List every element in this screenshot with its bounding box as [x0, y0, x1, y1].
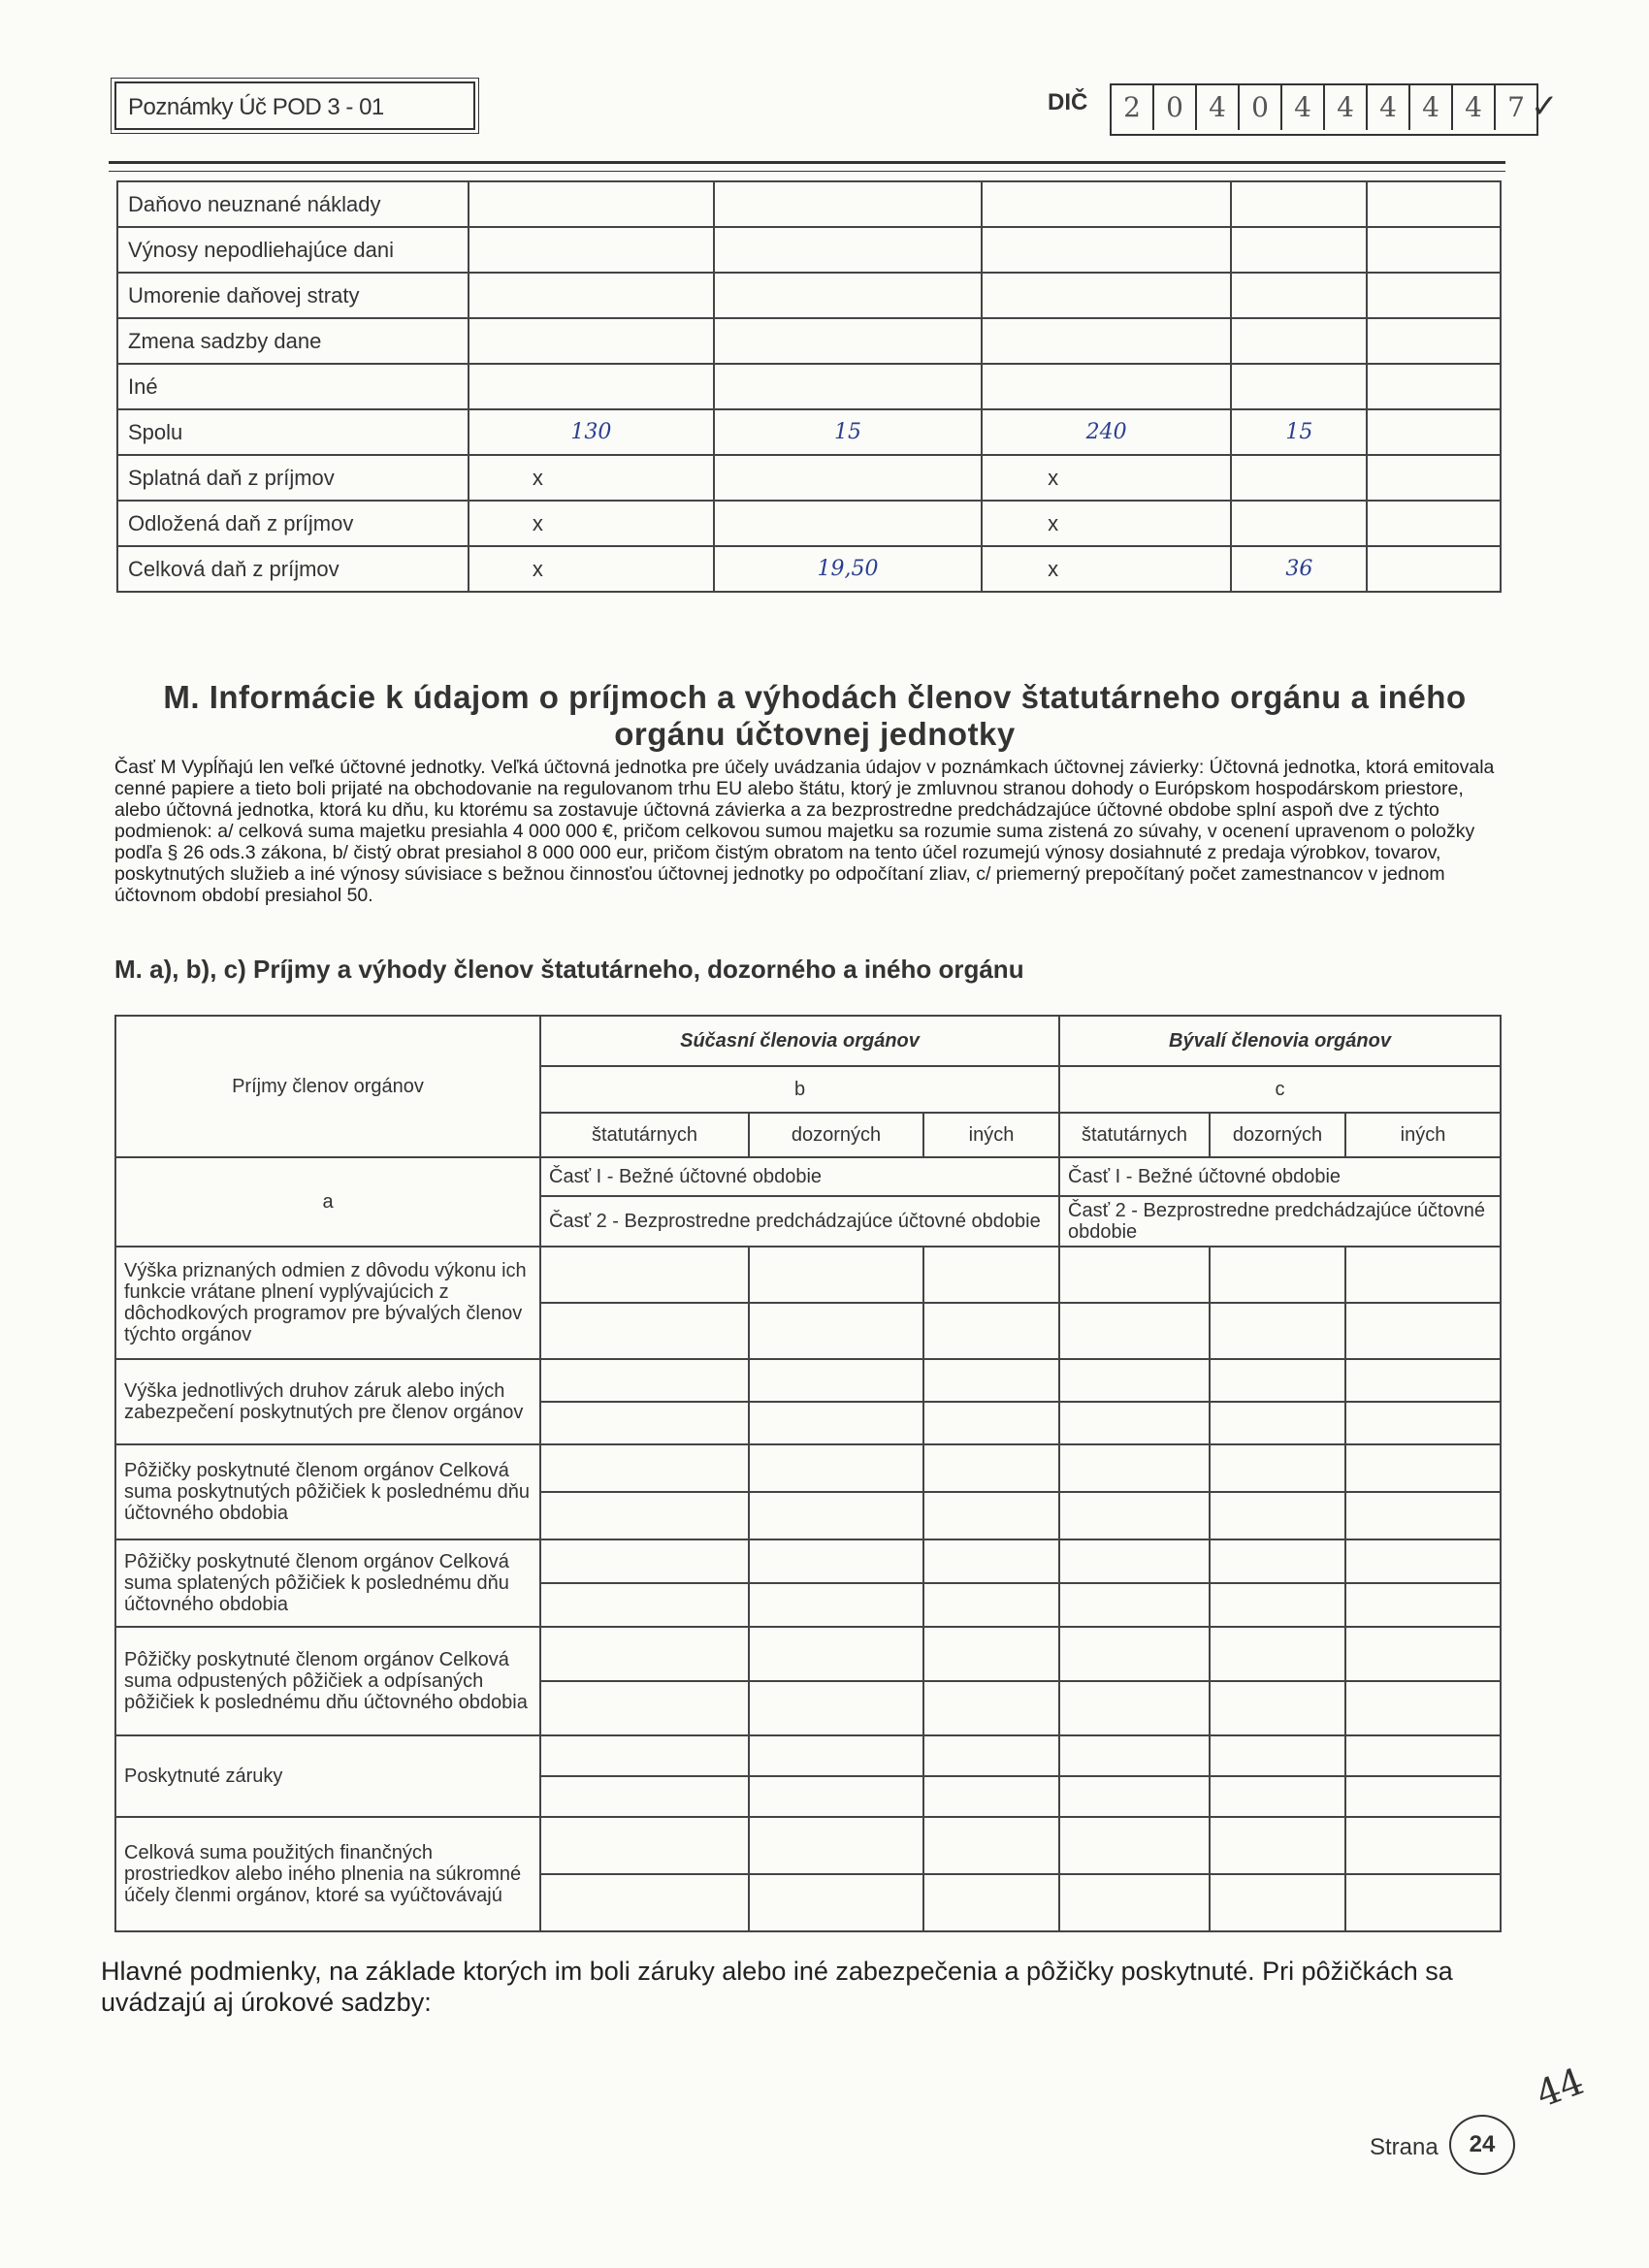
tax-cell-c4: [1231, 501, 1367, 546]
check-mark-icon: ✓: [1531, 88, 1559, 125]
income-cell: [1210, 1735, 1345, 1776]
income-cell: [749, 1583, 923, 1627]
dic-boxes: [1110, 83, 1538, 136]
tax-cell-c3: 240: [982, 409, 1232, 455]
dic-label: DIČ: [1048, 89, 1088, 115]
income-cell: [1345, 1444, 1501, 1492]
conditions-text: Hlavné podmienky, na základe ktorých im boli záruky alebo iné zabezpečenia a pôžičky poskytnuté. Pri pôžičkách sa uvádzajú aj úrokové sadzby:: [101, 1957, 1453, 2017]
income-cell: [1210, 1627, 1345, 1681]
dic-digit-box: 0: [1154, 85, 1197, 130]
tax-cell-c3: [982, 227, 1232, 273]
income-cell: [540, 1735, 749, 1776]
tax-cell-c4: [1231, 181, 1367, 227]
income-row: [115, 1247, 1501, 1303]
tax-cell-c2: [714, 501, 982, 546]
income-cell: [540, 1359, 749, 1402]
header-divider: [109, 161, 1505, 164]
income-cell: [1210, 1583, 1345, 1627]
income-cell: [749, 1735, 923, 1776]
income-cell: [923, 1817, 1059, 1874]
former-other-header: iných: [1345, 1113, 1501, 1157]
income-row: [115, 1539, 1501, 1583]
dic-digit-box: 7: [1507, 91, 1525, 123]
tax-cell-c1: [469, 364, 715, 409]
tax-cell-c2: [714, 227, 982, 273]
income-cell: [1345, 1681, 1501, 1735]
income-cell: [1210, 1681, 1345, 1735]
income-cell: [1345, 1735, 1501, 1776]
income-cell: [749, 1681, 923, 1735]
tax-row: [117, 455, 1501, 501]
tax-row: [117, 318, 1501, 364]
tax-cell-c4: [1231, 455, 1367, 501]
tax-cell-c1: [469, 273, 715, 318]
tax-cell-c5: [1367, 501, 1501, 546]
tax-cell-c3: [982, 273, 1232, 318]
tax-cell-c4: 36: [1231, 546, 1367, 592]
income-cell: [1059, 1776, 1210, 1817]
tax-cell-c1: 130: [469, 409, 715, 455]
income-cell: [540, 1402, 749, 1444]
part2-current: Časť 2 - Bezprostredne predchádzajúce účtovné obdobie: [540, 1196, 1059, 1247]
income-cell: [1059, 1359, 1210, 1402]
tax-cell-c3: [982, 318, 1232, 364]
tax-cell-c1: x: [469, 455, 715, 501]
income-cell: [749, 1303, 923, 1359]
current-statutory-header: štatutárnych: [540, 1113, 749, 1157]
income-cell: [923, 1303, 1059, 1359]
tax-cell-c1: x: [469, 501, 715, 546]
tax-row-label: Spolu: [117, 409, 469, 455]
tax-cell-c4: 15: [1231, 409, 1367, 455]
income-cell: [923, 1681, 1059, 1735]
income-cell: [1345, 1817, 1501, 1874]
income-cell: [1059, 1817, 1210, 1874]
income-cell: [1345, 1776, 1501, 1817]
income-header-label: Príjmy členov orgánov: [115, 1016, 540, 1157]
income-cell: [1059, 1492, 1210, 1539]
income-row-label: Celková suma použitých finančných prostriedkov alebo iného plnenia na súkromné účely členmi orgánov, ktoré sa vyúčtovávajú: [115, 1817, 540, 1931]
income-cell: [749, 1444, 923, 1492]
income-cell: [923, 1735, 1059, 1776]
income-cell: [749, 1627, 923, 1681]
income-table: [114, 1015, 1502, 1932]
income-cell: [1059, 1874, 1210, 1931]
tax-cell-c4: [1231, 227, 1367, 273]
income-cell: [1345, 1402, 1501, 1444]
tax-cell-c5: [1367, 364, 1501, 409]
former-supervisory-header: dozorných: [1210, 1113, 1345, 1157]
tax-cell-c5: [1367, 409, 1501, 455]
income-cell: [1210, 1492, 1345, 1539]
dic-digit-box: 4: [1282, 85, 1325, 130]
income-row: [115, 1359, 1501, 1402]
tax-cell-c5: [1367, 181, 1501, 227]
dic-digit-box: 4: [1325, 85, 1368, 130]
form-code: Poznámky Úč POD 3 - 01: [114, 81, 475, 130]
income-row-label: Poskytnuté záruky: [115, 1735, 540, 1817]
tax-row-label: Celková daň z príjmov: [117, 546, 469, 592]
income-cell: [749, 1492, 923, 1539]
tax-cell-c3: x: [982, 546, 1232, 592]
income-cell: [1059, 1539, 1210, 1583]
tax-row: [117, 273, 1501, 318]
income-cell: [540, 1444, 749, 1492]
dic-digit-box: 4: [1368, 85, 1410, 130]
income-cell: [749, 1359, 923, 1402]
income-cell: [540, 1874, 749, 1931]
tax-cell-c5: [1367, 273, 1501, 318]
tax-cell-c5: [1367, 455, 1501, 501]
page-number: 24: [1449, 2115, 1515, 2175]
income-cell: [923, 1539, 1059, 1583]
dic-digit-box: 0: [1240, 85, 1282, 130]
income-cell: [1345, 1539, 1501, 1583]
income-cell: [1345, 1627, 1501, 1681]
tax-cell-c3: x: [982, 455, 1232, 501]
header-divider-thin: [109, 171, 1505, 172]
tax-cell-c5: [1367, 318, 1501, 364]
tax-row: [117, 501, 1501, 546]
income-cell: [1059, 1444, 1210, 1492]
tax-cell-c2: [714, 364, 982, 409]
tax-cell-c5: [1367, 546, 1501, 592]
income-cell: [540, 1539, 749, 1583]
income-cell: [749, 1539, 923, 1583]
tax-row-label: Výnosy nepodliehajúce dani: [117, 227, 469, 273]
tax-row-label: Umorenie daňovej straty: [117, 273, 469, 318]
income-cell: [923, 1247, 1059, 1303]
section-m-paragraph: Časť M Vypĺňajú len veľké účtovné jednotky. Veľká účtovná jednotka pre účely uvádzania údajov v poznámkach účtovnej závierky: Účtovná jednotka, ktorá emitovala cenné papiere a tieto boli prijaté na obchodovanie na regulovanom trhu EU alebo štátu, ktorý je zmluvnou stranou dohody o Európskom hospodárskom priestore, alebo účtovná jednotka, ktorá ku dňu, ku ktorému sa zostavuje účtovná závierka a za bezprostredne predchádzajúce účtovné obdobe splní aspoň dve z týchto podmienok: a/ celková suma majetku presiahla 4 000 000 €, pričom celkovou sumou majetku sa rozumie suma zistená zo súvahy, v ocenení upravenom o položky podľa § 26 ods.3 zákona, b/ čistý obrat presiahol 8 000 000 eur, pričom čistým obratom na tento účel rozumejú výnosy dosiahnuté z predaja výrobkov, tovarov, poskytnutých služieb a iné výnosy súvisiace s bežnou činnosťou účtovnej jednotky po odpočítaní zliav, c/ priemerný prepočítaný počet zamestnancov v jednom účtovnom období presiahol 50.: [114, 757, 1495, 906]
income-cell: [1345, 1359, 1501, 1402]
income-cell: [1210, 1874, 1345, 1931]
income-cell: [1345, 1303, 1501, 1359]
tax-row: [117, 181, 1501, 227]
income-cell: [540, 1303, 749, 1359]
income-cell: [749, 1874, 923, 1931]
income-cell: [749, 1817, 923, 1874]
tax-cell-c3: x: [982, 501, 1232, 546]
income-cell: [1059, 1303, 1210, 1359]
tax-cell-c1: [469, 227, 715, 273]
tax-cell-c2: 19,50: [714, 546, 982, 592]
tax-cell-c5: [1367, 227, 1501, 273]
tax-cell-c4: [1231, 364, 1367, 409]
income-cell: [923, 1492, 1059, 1539]
tax-cell-c2: [714, 181, 982, 227]
col-a-label: a: [115, 1157, 540, 1247]
tax-cell-c1: x: [469, 546, 715, 592]
tax-cell-c2: [714, 318, 982, 364]
tax-row-label: Iné: [117, 364, 469, 409]
income-cell: [923, 1874, 1059, 1931]
tax-cell-c1: [469, 181, 715, 227]
income-row-label: Pôžičky poskytnuté členom orgánov Celková suma odpustených pôžičiek a odpísaných pôžičiek k poslednému dňu účtovného obdobia: [115, 1627, 540, 1735]
income-cell: [1210, 1444, 1345, 1492]
income-cell: [1210, 1247, 1345, 1303]
income-row-label: Pôžičky poskytnuté členom orgánov Celková suma poskytnutých pôžičiek k poslednému dňu účtovného obdobia: [115, 1444, 540, 1539]
income-row: [115, 1627, 1501, 1681]
income-cell: [1059, 1627, 1210, 1681]
tax-row-label: Daňovo neuznané náklady: [117, 181, 469, 227]
part1-former: Časť I - Bežné účtovné obdobie: [1059, 1157, 1501, 1196]
dic-digit-box: 2: [1112, 85, 1154, 130]
tax-cell-c4: [1231, 318, 1367, 364]
income-row-label: Výška priznaných odmien z dôvodu výkonu ich funkcie vrátane plnení vyplývajúcich z dôchodkových programov pre bývalých členov týchto orgánov: [115, 1247, 540, 1359]
tax-cell-c2: [714, 273, 982, 318]
income-row-label: Pôžičky poskytnuté členom orgánov Celková suma splatených pôžičiek k poslednému dňu účtovného obdobia: [115, 1539, 540, 1627]
income-cell: [923, 1359, 1059, 1402]
income-cell: [540, 1247, 749, 1303]
section-m-title: M. Informácie k údajom o príjmoch a výhodách členov štatutárneho orgánu a iného orgánu účtovnej jednotky: [163, 679, 1467, 752]
tax-cell-c3: [982, 181, 1232, 227]
income-row: [115, 1735, 1501, 1776]
income-cell: [1210, 1303, 1345, 1359]
income-row-label: Výška jednotlivých druhov záruk alebo iných zabezpečení poskytnutých pre členov orgánov: [115, 1359, 540, 1444]
income-cell: [923, 1776, 1059, 1817]
tax-row-label: Splatná daň z príjmov: [117, 455, 469, 501]
income-cell: [749, 1247, 923, 1303]
tax-cell-c3: [982, 364, 1232, 409]
income-cell: [923, 1444, 1059, 1492]
income-cell: [1345, 1247, 1501, 1303]
income-cell: [1345, 1874, 1501, 1931]
col-c-label: c: [1059, 1066, 1501, 1113]
current-members-header: Súčasní členovia orgánov: [540, 1016, 1059, 1066]
income-cell: [1059, 1583, 1210, 1627]
income-cell: [1059, 1681, 1210, 1735]
current-other-header: iných: [923, 1113, 1059, 1157]
part2-former: Časť 2 - Bezprostredne predchádzajúce účtovné obdobie: [1059, 1196, 1501, 1247]
income-cell: [923, 1583, 1059, 1627]
income-row: [115, 1817, 1501, 1874]
section-m-subtitle: M. a), b), c) Príjmy a výhody členov štatutárneho, dozorného a iného orgánu: [114, 955, 1024, 984]
income-row: [115, 1444, 1501, 1492]
income-cell: [1210, 1539, 1345, 1583]
income-cell: [540, 1492, 749, 1539]
tax-row: [117, 227, 1501, 273]
income-cell: [1345, 1583, 1501, 1627]
income-cell: [1059, 1247, 1210, 1303]
income-cell: [1210, 1776, 1345, 1817]
dic-digit-box: 4: [1453, 85, 1496, 130]
income-cell: [1210, 1402, 1345, 1444]
income-cell: [540, 1583, 749, 1627]
tax-cell-c4: [1231, 273, 1367, 318]
tax-cell-c1: [469, 318, 715, 364]
income-cell: [1345, 1492, 1501, 1539]
tax-row: [117, 409, 1501, 455]
income-cell: [540, 1817, 749, 1874]
tax-row-label: Odložená daň z príjmov: [117, 501, 469, 546]
tax-table: [116, 180, 1502, 593]
part1-current: Časť I - Bežné účtovné obdobie: [540, 1157, 1059, 1196]
income-cell: [749, 1402, 923, 1444]
income-cell: [540, 1681, 749, 1735]
margin-mark: 44: [1530, 2059, 1590, 2116]
income-cell: [1059, 1402, 1210, 1444]
income-cell: [1210, 1359, 1345, 1402]
tax-row: [117, 546, 1501, 592]
former-statutory-header: štatutárnych: [1059, 1113, 1210, 1157]
income-cell: [1210, 1817, 1345, 1874]
income-cell: [749, 1776, 923, 1817]
tax-cell-c2: [714, 455, 982, 501]
income-cell: [923, 1402, 1059, 1444]
income-cell: [540, 1627, 749, 1681]
tax-row: [117, 364, 1501, 409]
income-cell: [923, 1627, 1059, 1681]
income-cell: [540, 1776, 749, 1817]
tax-row-label: Zmena sadzby dane: [117, 318, 469, 364]
income-cell: [1059, 1735, 1210, 1776]
tax-cell-c2: 15: [714, 409, 982, 455]
current-supervisory-header: dozorných: [749, 1113, 923, 1157]
former-members-header: Bývalí členovia orgánov: [1059, 1016, 1501, 1066]
col-b-label: b: [540, 1066, 1059, 1113]
dic-digit-box: 4: [1197, 85, 1240, 130]
dic-digit-box: 4: [1410, 85, 1453, 130]
page-label: Strana: [1370, 2134, 1439, 2160]
